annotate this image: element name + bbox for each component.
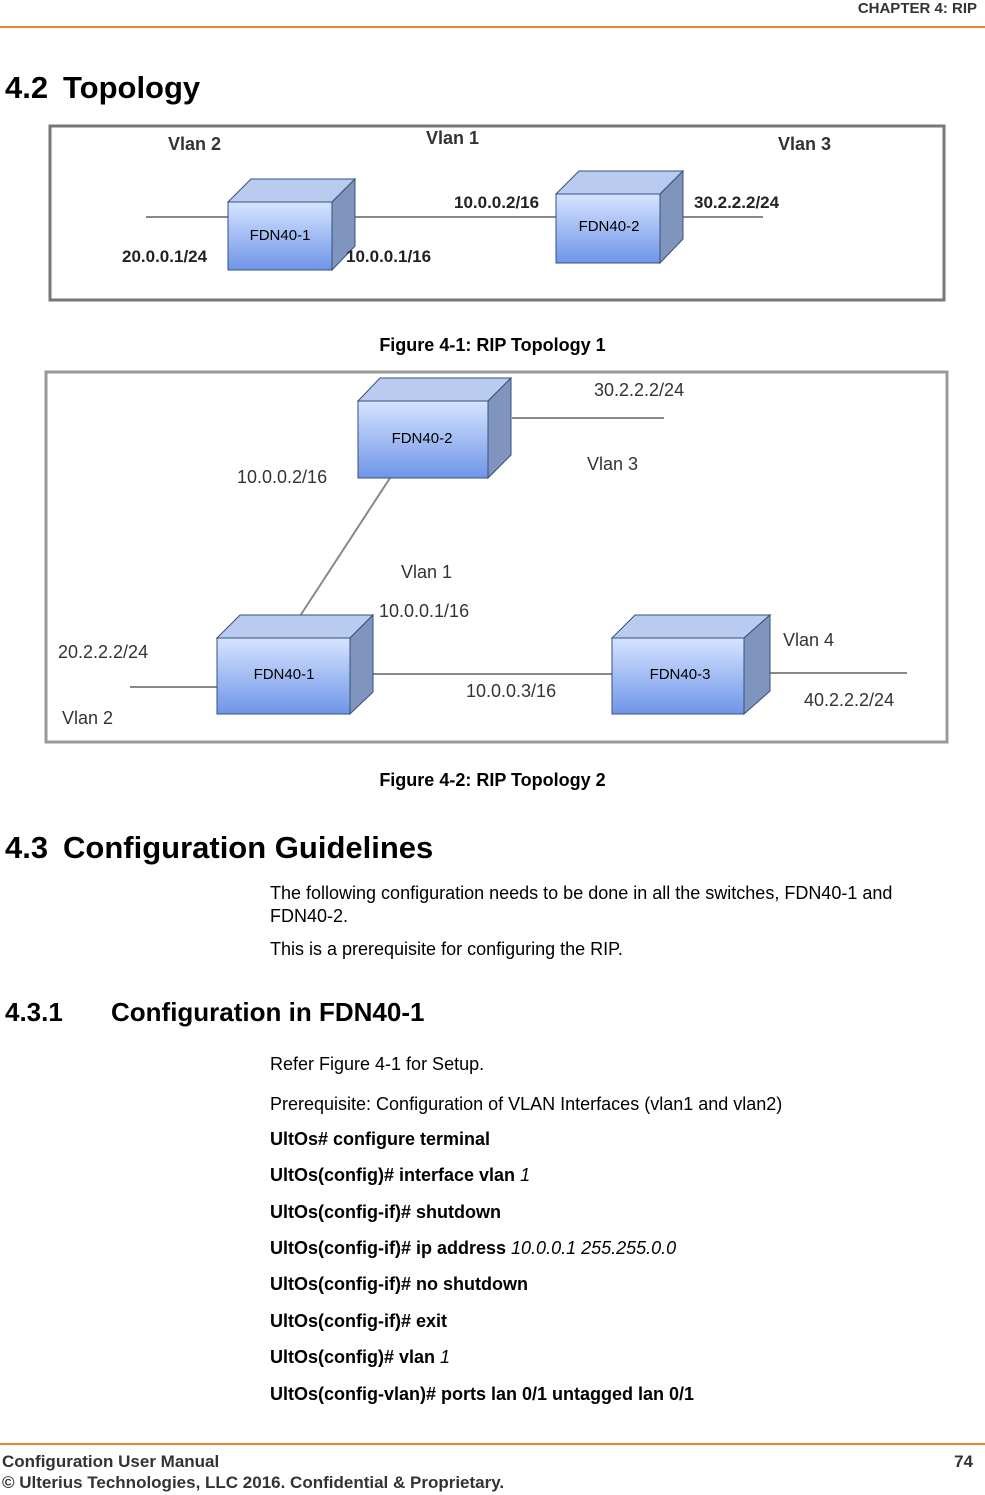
section-number: 4.2 <box>5 70 49 105</box>
switch-icon <box>228 179 355 270</box>
cli-command: UltOs(config-if)# shutdown <box>270 1202 501 1222</box>
ip-label: 10.0.0.1/16 <box>346 247 432 266</box>
switch-label-fdn40-2: FDN40-2 <box>391 430 453 447</box>
subsection-heading <box>5 997 424 1028</box>
section-heading-topology <box>5 70 200 106</box>
switch-label-fdn40-2: FDN40-2 <box>578 218 640 235</box>
cli-command: UltOs(config-if)# ip address 10.0.0.1 255.255.0.0 <box>270 1238 677 1258</box>
paragraph: Refer Figure 4-1 for Setup. <box>270 1054 485 1074</box>
paragraph: This is a prerequisite for configuring the RIP. <box>270 939 623 959</box>
figure-rip-topology-2 <box>44 370 950 745</box>
vlan-label: Vlan 1 <box>401 562 453 582</box>
cli-command: UltOs(config-if)# exit <box>270 1311 448 1331</box>
vlan-label: Vlan 2 <box>168 134 222 154</box>
ip-label: 10.0.0.1/16 <box>379 601 470 621</box>
header-rule <box>0 26 985 28</box>
cli-argument: 1 <box>440 1347 451 1367</box>
ip-label: 30.2.2.2/24 <box>694 193 780 212</box>
figure-rip-topology-1 <box>48 124 950 304</box>
ip-label: 10.0.0.2/16 <box>454 193 540 212</box>
subsection-title: Configuration in FDN40-1 <box>111 997 425 1027</box>
section-number: 4.3 <box>5 830 49 865</box>
switch-icon <box>358 378 511 478</box>
switch-icon <box>612 615 770 714</box>
paragraph: The following configuration needs to be done in all the switches, FDN40-1 and FDN40-2. <box>270 883 893 926</box>
cli-command: UltOs# configure terminal <box>270 1129 491 1149</box>
ip-label: 20.0.0.1/24 <box>122 247 208 266</box>
switch-label-fdn40-1: FDN40-1 <box>253 666 315 683</box>
cli-command: UltOs(config-vlan)# ports lan 0/1 untagged lan 0/1 <box>270 1384 695 1404</box>
footer-manual-title: Configuration User Manual <box>2 1452 220 1471</box>
section-title: Configuration Guidelines <box>63 830 434 865</box>
page-number: 74 <box>954 1452 973 1471</box>
footer-rule <box>0 1443 985 1445</box>
switch-label-fdn40-1: FDN40-1 <box>249 227 311 244</box>
section-title: Topology <box>63 70 201 105</box>
switch-icon <box>217 615 373 714</box>
paragraph: Prerequisite: Configuration of VLAN Interfaces (vlan1 and vlan2) <box>270 1094 783 1114</box>
vlan-label: Vlan 2 <box>62 708 114 728</box>
vlan-label: Vlan 1 <box>426 128 480 148</box>
ip-label: 30.2.2.2/24 <box>594 380 685 400</box>
vlan-label: Vlan 4 <box>783 630 835 650</box>
vlan-label: Vlan 3 <box>587 454 639 474</box>
figure-caption: Figure 4-1: RIP Topology 1 <box>379 335 606 355</box>
subsection-number: 4.3.1 <box>5 997 63 1027</box>
ip-label: 10.0.0.3/16 <box>466 681 557 701</box>
footer-copyright: © Ulterius Technologies, LLC 2016. Confidential & Proprietary. <box>2 1473 505 1492</box>
section-heading-guidelines <box>5 830 433 866</box>
cli-command: UltOs(config)# vlan 1 <box>270 1347 451 1367</box>
switch-label-fdn40-3: FDN40-3 <box>649 666 711 683</box>
cli-argument: 1 <box>520 1165 531 1185</box>
figure-caption: Figure 4-2: RIP Topology 2 <box>379 770 606 790</box>
chapter-header: CHAPTER 4: RIP <box>857 0 977 17</box>
vlan-label: Vlan 3 <box>778 134 832 154</box>
ip-label: 10.0.0.2/16 <box>237 467 328 487</box>
ip-label: 40.2.2.2/24 <box>804 690 895 710</box>
cli-command: UltOs(config)# interface vlan 1 <box>270 1165 531 1185</box>
cli-command: UltOs(config-if)# no shutdown <box>270 1274 528 1294</box>
ip-label: 20.2.2.2/24 <box>58 642 149 662</box>
switch-icon <box>556 171 683 263</box>
cli-argument: 10.0.0.1 255.255.0.0 <box>511 1238 677 1258</box>
